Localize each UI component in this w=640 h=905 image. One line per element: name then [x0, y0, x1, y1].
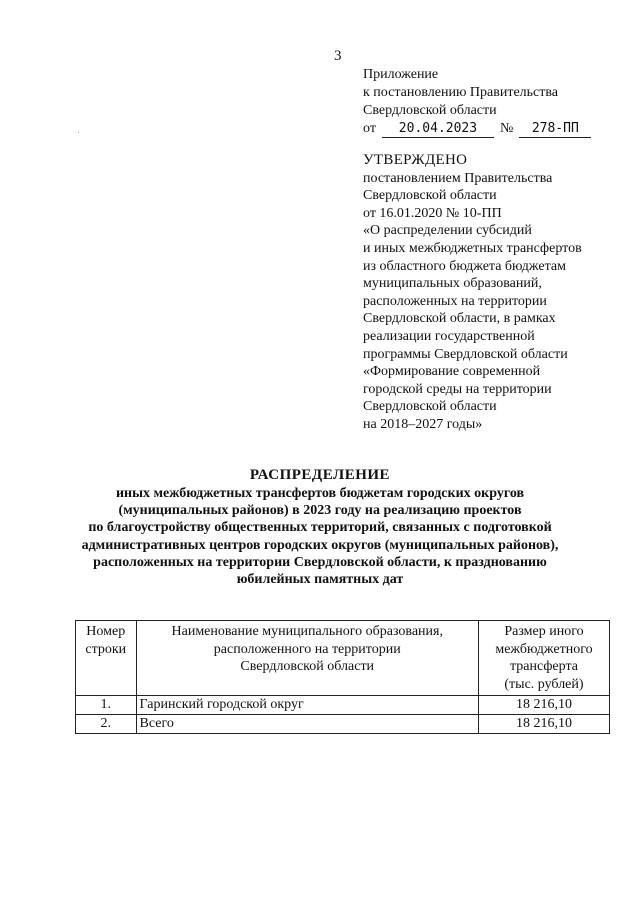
title-line: административных центров городских округов (муниципальных районов),	[81, 537, 559, 553]
scan-dot	[78, 132, 79, 133]
approved-line: из областного бюджета бюджетам	[363, 258, 566, 274]
approved-line: Свердловской области	[363, 188, 497, 204]
approved-line: «Формирование современной	[363, 364, 541, 380]
appendix-line: Приложение	[363, 67, 439, 82]
header-text: (тыс. рублей)	[504, 676, 584, 692]
approved-line: и иных межбюджетных трансфертов	[363, 240, 582, 256]
header-municipality-name	[136, 621, 478, 696]
header-transfer-size	[478, 621, 609, 696]
appendix-line: Свердловской области	[363, 103, 497, 118]
header-text: Наименование муниципального образования,	[171, 624, 443, 639]
approved-line: на 2018–2027 годы»	[363, 416, 483, 432]
title-main: РАСПРЕДЕЛЕНИЕ	[249, 467, 391, 483]
table-header-row	[76, 621, 610, 696]
approved-block	[363, 152, 582, 434]
title-line: по благоустройству общественных территорий, связанных с подготовкой	[88, 520, 552, 536]
approved-line: от 16.01.2020 № 10-ПП	[363, 205, 502, 221]
appendix-block	[363, 66, 591, 138]
row-transfer-size: 18 216,10	[478, 715, 609, 734]
appendix-line: к постановлению Правительства	[363, 85, 559, 100]
row-municipality: Всего	[136, 715, 478, 734]
number-sign: №	[499, 121, 514, 136]
table-row	[76, 696, 610, 715]
approved-line: муниципальных образований,	[363, 276, 542, 292]
row-number: 1.	[76, 696, 137, 715]
title-line: (муниципальных районов) в 2023 году на реализацию проектов	[118, 503, 522, 519]
approved-line: реализации государственной	[363, 328, 535, 344]
approved-line: Свердловской области, в рамках	[363, 311, 556, 327]
title-line: юбилейных памятных дат	[236, 572, 404, 588]
distribution-table	[75, 620, 610, 734]
approved-line: «О распределении субсидий	[363, 223, 532, 239]
page-number: 3	[334, 48, 342, 64]
table-row	[76, 715, 610, 734]
approved-line: Свердловской области	[363, 399, 497, 415]
approved-line: программы Свердловской области	[363, 346, 568, 362]
header-text: межбюджетного	[495, 641, 593, 657]
header-text: строки	[85, 641, 127, 657]
header-text: Номер	[86, 624, 126, 639]
number-field: 278-ПП	[519, 121, 591, 138]
approved-line: постановлением Правительства	[363, 170, 553, 186]
date-prefix: от	[363, 121, 376, 136]
title-line: расположенных на территории Свердловской области, к празднованию	[93, 554, 547, 570]
header-text: Размер иного	[504, 624, 584, 639]
document-title	[60, 465, 580, 588]
row-transfer-size: 18 216,10	[478, 696, 609, 715]
approved-heading: УТВЕРЖДЕНО	[363, 152, 468, 168]
approved-line: городской среды на территории	[363, 381, 552, 397]
title-line: иных межбюджетных трансфертов бюджетам городских округов	[115, 486, 525, 501]
date-field: 20.04.2023	[382, 121, 494, 138]
header-text: расположенного на территории	[213, 641, 401, 657]
row-municipality: Гаринский городской округ	[136, 696, 478, 715]
header-text: трансферта	[509, 659, 578, 674]
header-text: Свердловской области	[240, 659, 375, 674]
approved-line: расположенных на территории	[363, 293, 547, 309]
row-number: 2.	[76, 715, 137, 734]
appendix-date-line	[363, 120, 591, 138]
header-row-number	[76, 621, 137, 696]
